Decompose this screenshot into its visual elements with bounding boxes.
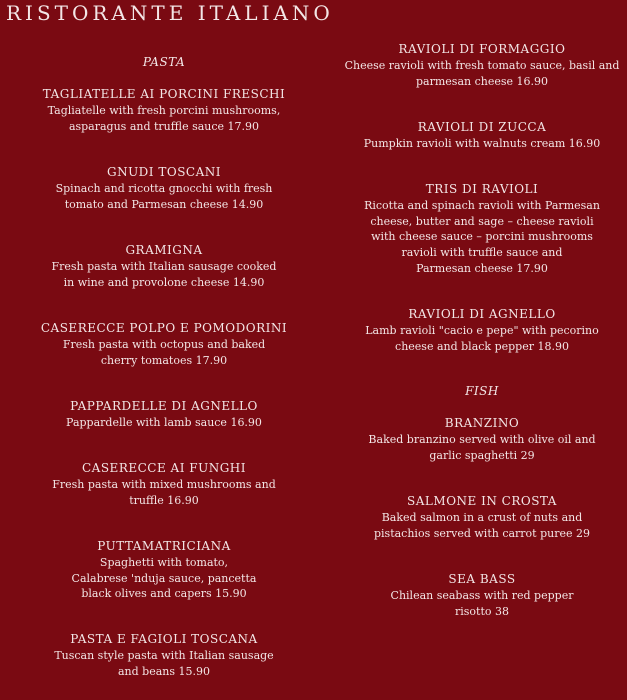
desc-line: Tagliatelle with fresh porcini mushrooms, bbox=[47, 104, 281, 117]
item-name: GRAMIGNA bbox=[125, 243, 203, 257]
desc-line: Baked branzino served with olive oil and bbox=[368, 433, 596, 446]
menu-item bbox=[14, 242, 314, 290]
item-description bbox=[332, 510, 627, 541]
item-name: PASTA E FAGIOLI TOSCANA bbox=[70, 632, 258, 646]
desc-line: cherry tomatoes 17.90 bbox=[100, 353, 228, 367]
desc-line: Ricotta and spinach ravioli with Parmesan bbox=[364, 199, 600, 212]
item-name: SALMONE IN CROSTA bbox=[407, 494, 557, 508]
item-name: PAPPARDELLE DI AGNELLO bbox=[70, 399, 258, 413]
desc-line: asparagus and truffle sauce 17.90 bbox=[68, 119, 260, 133]
menu-item bbox=[14, 631, 314, 679]
menu-item bbox=[14, 538, 314, 602]
menu-item bbox=[14, 320, 314, 368]
item-description bbox=[14, 477, 314, 508]
item-description bbox=[14, 648, 314, 679]
item-description bbox=[332, 58, 627, 89]
menu-item bbox=[14, 398, 314, 431]
item-description bbox=[14, 555, 314, 602]
section-heading-pasta: PASTA bbox=[142, 55, 186, 69]
desc-line: Pappardelle with lamb sauce 16.90 bbox=[66, 416, 262, 429]
item-description bbox=[14, 415, 314, 431]
menu-item bbox=[332, 119, 627, 152]
desc-line: with cheese sauce – porcini mushrooms bbox=[371, 230, 593, 244]
desc-line: Tuscan style pasta with Italian sausage bbox=[54, 649, 274, 662]
item-name: RAVIOLI DI FORMAGGIO bbox=[398, 42, 566, 56]
item-name: TAGLIATELLE AI PORCINI FRESCHI bbox=[42, 87, 286, 101]
menu-item bbox=[332, 41, 627, 89]
item-name: BRANZINO bbox=[444, 416, 520, 430]
item-description bbox=[14, 103, 314, 134]
item-description bbox=[332, 198, 627, 277]
desc-line: cheese, butter and sage – cheese ravioli bbox=[370, 214, 594, 228]
desc-line: Calabrese 'nduja sauce, pancetta bbox=[71, 571, 257, 585]
desc-line: in wine and provolone cheese 14.90 bbox=[63, 275, 265, 289]
desc-line: Spaghetti with tomato, bbox=[99, 556, 229, 569]
desc-line: Spinach and ricotta gnocchi with fresh bbox=[55, 182, 273, 195]
item-description bbox=[14, 181, 314, 212]
menu-item bbox=[332, 181, 627, 277]
restaurant-title: RISTORANTE ITALIANO bbox=[6, 1, 334, 25]
desc-line: Chilean seabass with red pepper bbox=[390, 589, 574, 602]
desc-line: black olives and capers 15.90 bbox=[81, 587, 247, 601]
desc-line: truffle 16.90 bbox=[129, 493, 199, 507]
desc-line: parmesan cheese 16.90 bbox=[416, 74, 548, 88]
item-name: PUTTAMATRICIANA bbox=[97, 539, 231, 553]
item-name: GNUDI TOSCANI bbox=[106, 165, 222, 179]
desc-line: and beans 15.90 bbox=[117, 664, 210, 678]
item-name: TRIS DI RAVIOLI bbox=[425, 182, 539, 196]
desc-line: Fresh pasta with mixed mushrooms and bbox=[52, 478, 276, 491]
desc-line: Cheese ravioli with fresh tomato sauce, basil and bbox=[344, 59, 620, 72]
desc-line: Baked salmon in a crust of nuts and bbox=[381, 511, 583, 524]
desc-line: cheese and black pepper 18.90 bbox=[395, 339, 569, 353]
menu-item bbox=[332, 571, 627, 619]
item-name: RAVIOLI DI AGNELLO bbox=[408, 307, 556, 321]
item-name: RAVIOLI DI ZUCCA bbox=[417, 120, 547, 134]
item-name: CASERECCE AI FUNGHI bbox=[81, 461, 246, 475]
menu-item bbox=[14, 86, 314, 134]
desc-line: Fresh pasta with octopus and baked bbox=[62, 338, 266, 351]
item-description bbox=[14, 337, 314, 368]
desc-line: risotto 38 bbox=[454, 604, 509, 618]
menu-item bbox=[14, 164, 314, 212]
menu-item bbox=[14, 460, 314, 508]
desc-line: Fresh pasta with Italian sausage cooked bbox=[51, 260, 277, 273]
menu-item bbox=[332, 493, 627, 541]
item-name: CASERECCE POLPO E POMODORINI bbox=[40, 321, 288, 335]
item-name: SEA BASS bbox=[448, 572, 516, 586]
item-description bbox=[14, 259, 314, 290]
menu-item bbox=[332, 415, 627, 463]
item-description bbox=[332, 588, 627, 619]
desc-line: tomato and Parmesan cheese 14.90 bbox=[64, 197, 264, 211]
menu-item bbox=[332, 306, 627, 354]
section-heading-fish: FISH bbox=[465, 384, 499, 398]
item-description bbox=[332, 432, 627, 463]
desc-line: pistachios served with carrot puree 29 bbox=[374, 526, 590, 540]
desc-line: Parmesan cheese 17.90 bbox=[416, 261, 548, 275]
item-description bbox=[332, 323, 627, 354]
desc-line: Lamb ravioli "cacio e pepe" with pecorino bbox=[365, 324, 599, 337]
item-description bbox=[332, 136, 627, 152]
desc-line: Pumpkin ravioli with walnuts cream 16.90 bbox=[363, 137, 601, 150]
desc-line: garlic spaghetti 29 bbox=[429, 448, 535, 462]
desc-line: ravioli with truffle sauce and bbox=[401, 246, 563, 260]
